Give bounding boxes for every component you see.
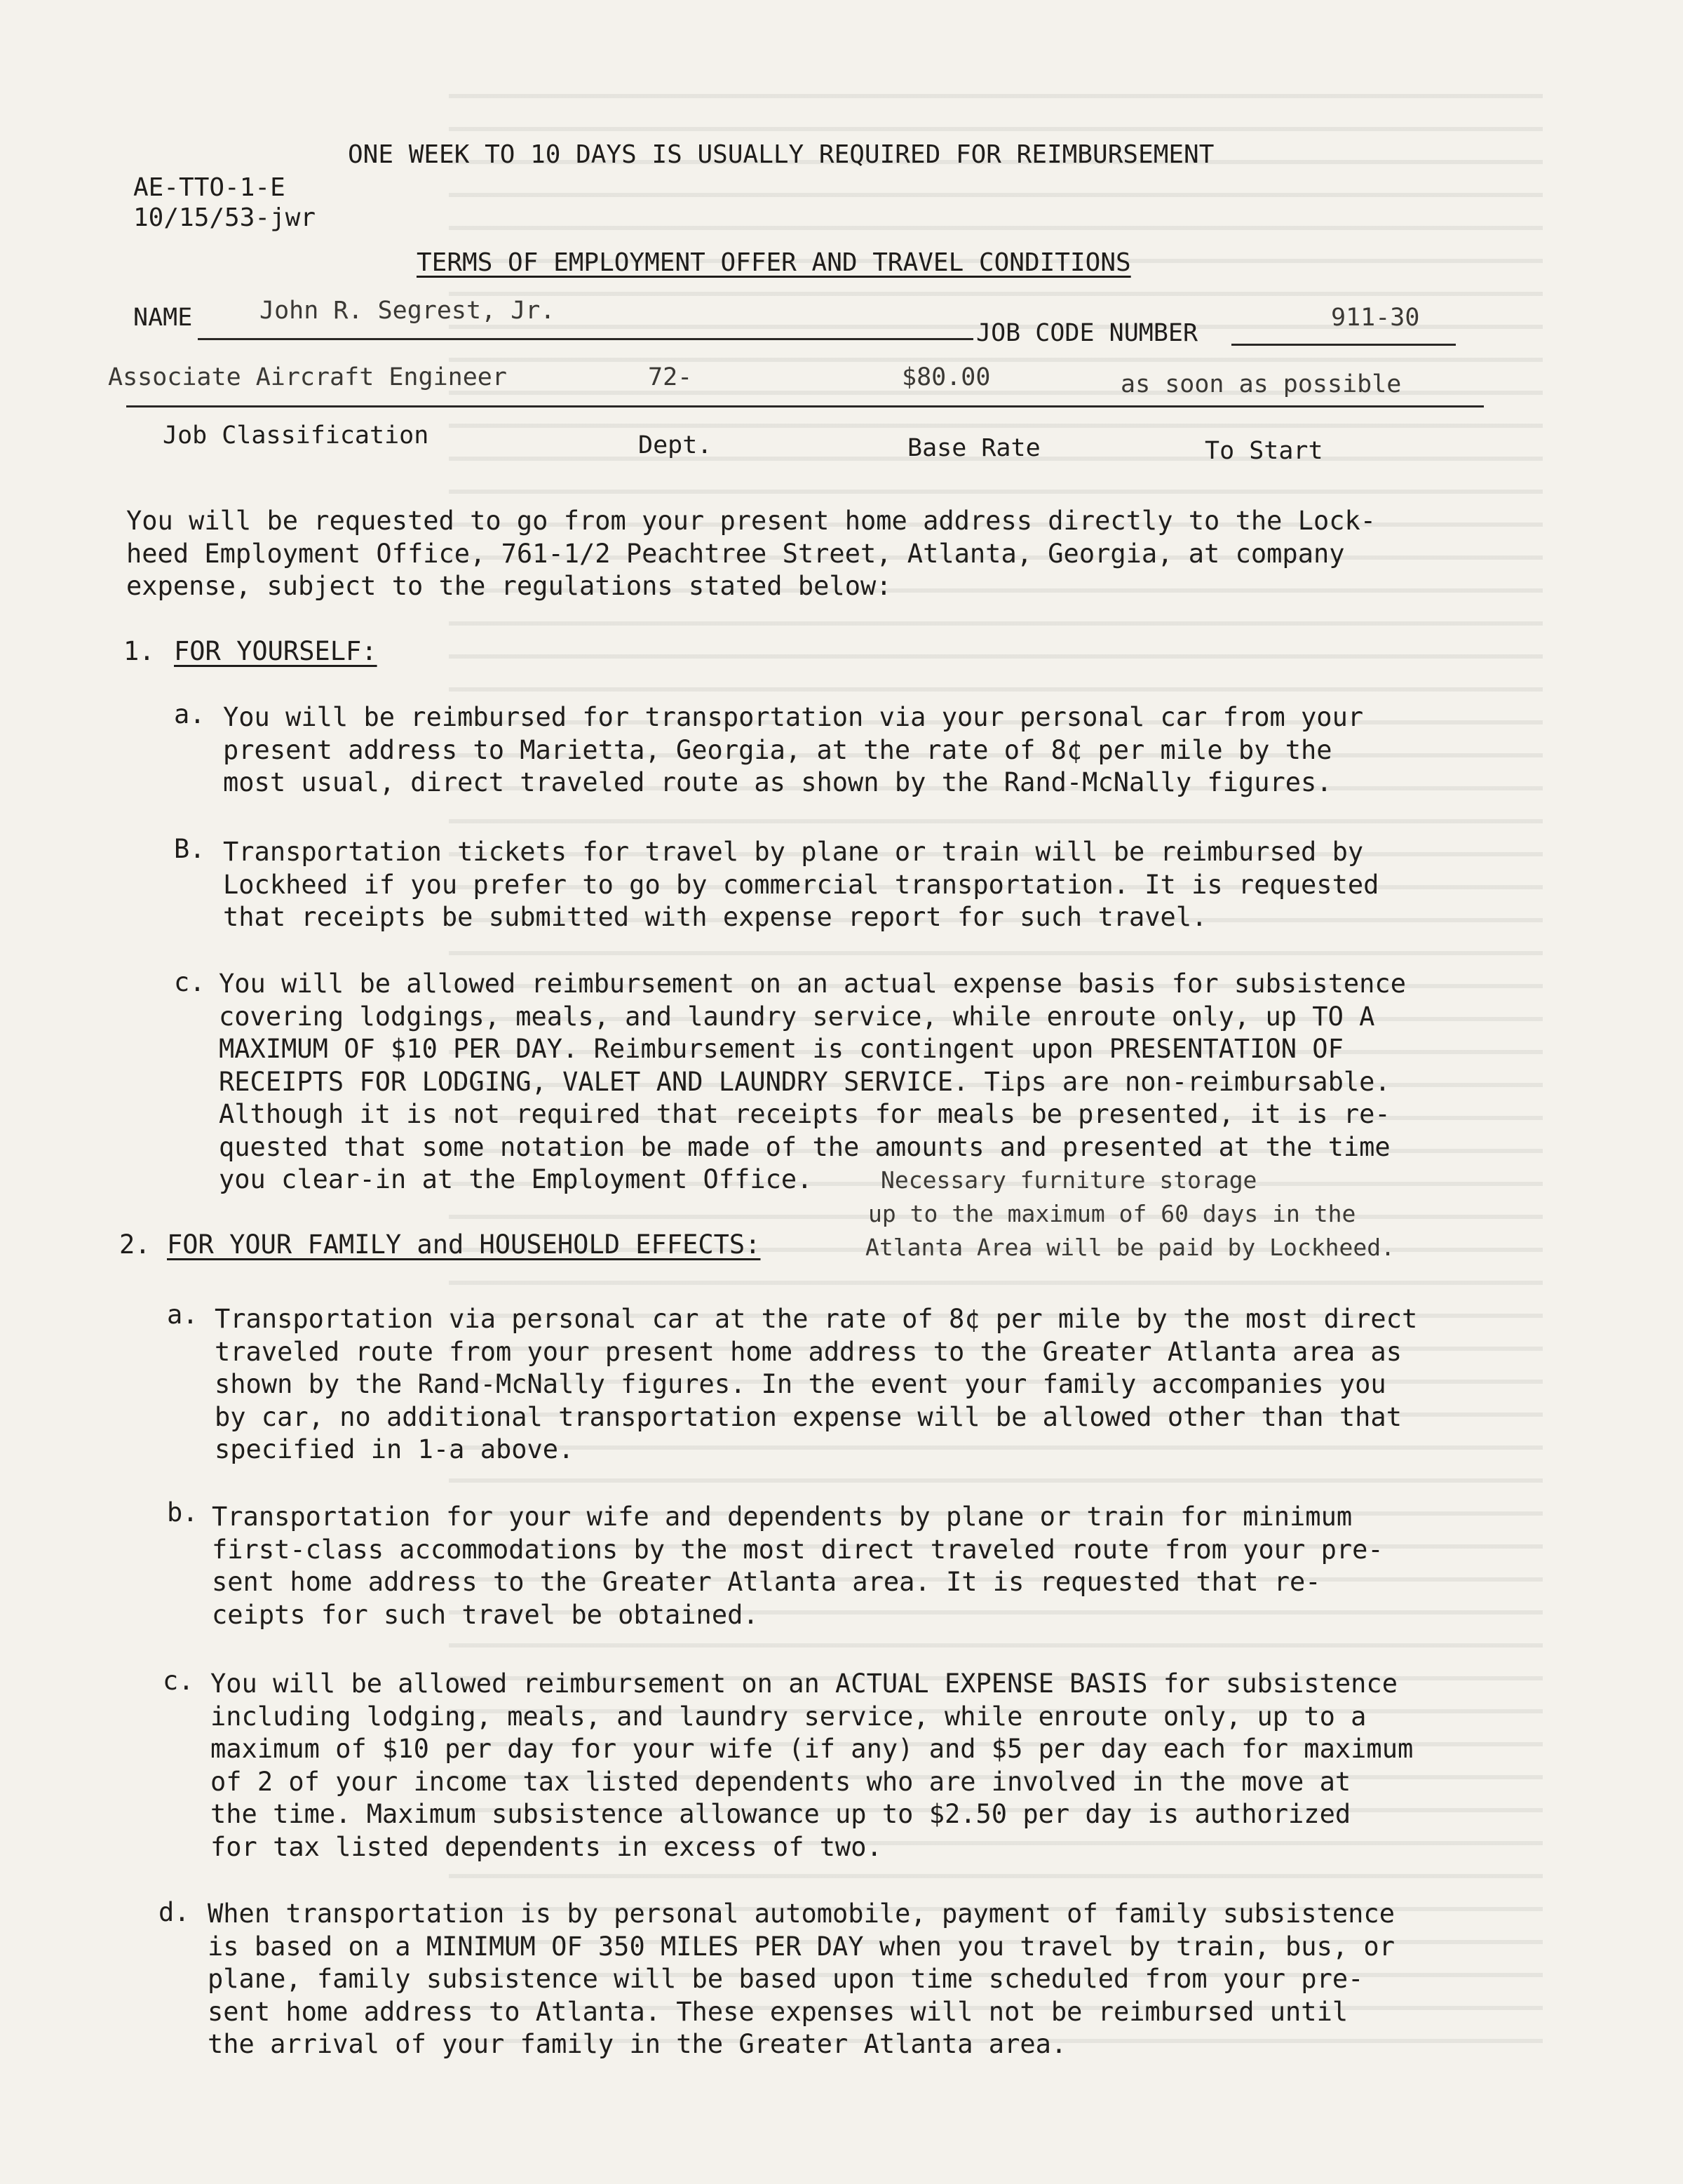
item-1b-line: Lockheed if you prefer to go by commercial transportation. It is requested	[223, 869, 1379, 900]
item-2b-text	[212, 1501, 1384, 1631]
item-1c-line: covering lodgings, meals, and laundry service, while enroute only, up TO A	[219, 1001, 1375, 1032]
item-2b-line: first-class accommodations by the most direct traveled route from your pre-	[212, 1534, 1384, 1565]
item-2b-marker: b.	[167, 1497, 198, 1528]
intro-paragraph	[126, 505, 1376, 603]
intro-line: heed Employment Office, 761-1/2 Peachtree Street, Atlanta, Georgia, at company	[126, 538, 1345, 569]
item-1b-text	[223, 836, 1379, 934]
item-2d-text	[208, 1898, 1395, 2061]
item-2a-line: Transportation via personal car at the rate of 8¢ per mile by the most direct	[215, 1304, 1418, 1334]
item-2b-line: sent home address to the Greater Atlanta area. It is requested that re-	[212, 1567, 1321, 1597]
item-1c-line: Although it is not required that receipts for meals be presented, it is re-	[219, 1099, 1391, 1129]
item-2a-line: traveled route from your present home address to the Greater Atlanta area as	[215, 1336, 1402, 1367]
intro-line: expense, subject to the regulations stated below:	[126, 571, 892, 601]
item-2d-line: sent home address to Atlanta. These expenses will not be reimbursed until	[208, 1996, 1349, 2027]
start-label: To Start	[1205, 437, 1323, 465]
item-2c-line: for tax listed dependents in excess of two.	[210, 1831, 882, 1862]
intro-line: You will be requested to go from your present home address directly to the Lock-	[126, 506, 1377, 536]
storage-note-line: Necessary furniture storage	[881, 1166, 1257, 1194]
job-code-value: 911-30	[1331, 304, 1420, 332]
item-2c-marker: c.	[163, 1666, 194, 1696]
dept-label: Dept.	[638, 431, 712, 459]
item-1b-marker: B.	[174, 834, 205, 864]
storage-note-line: up to the maximum of 60 days in the	[868, 1200, 1356, 1227]
name-value: John R. Segrest, Jr.	[259, 297, 555, 325]
base-rate-label: Base Rate	[907, 434, 1041, 462]
item-2c-line: You will be allowed reimbursement on an ACTUAL EXPENSE BASIS for subsistence	[210, 1669, 1398, 1699]
item-1a-line: You will be reimbursed for transportation via your personal car from your	[223, 702, 1364, 732]
form-date: 10/15/53-jwr	[133, 203, 316, 232]
item-1c-line: you clear-in at the Employment Office.	[219, 1164, 813, 1194]
name-underline	[198, 338, 973, 340]
start-value: as soon as possible	[1121, 370, 1402, 398]
item-2c-line: of 2 of your income tax listed dependents who are involved in the move at	[210, 1766, 1351, 1797]
job-code-underline	[1231, 344, 1456, 346]
item-2b-line: ceipts for such travel be obtained.	[212, 1599, 759, 1630]
reimbursement-notice: ONE WEEK TO 10 DAYS IS USUALLY REQUIRED FOR REIMBURSEMENT	[348, 140, 1215, 169]
item-1c-line: RECEIPTS FOR LODGING, VALET AND LAUNDRY SERVICE. Tips are non-reimbursable.	[219, 1066, 1391, 1097]
item-2c-text	[210, 1668, 1413, 1863]
item-2d-marker: d.	[158, 1897, 190, 1927]
section-2-number: 2.	[119, 1229, 151, 1260]
classification-value: Associate Aircraft Engineer	[108, 363, 507, 391]
item-1a-text	[223, 701, 1363, 800]
item-2c-line: the time. Maximum subsistence allowance up to $2.50 per day is authorized	[210, 1799, 1351, 1829]
item-2a-line: by car, no additional transportation expense will be allowed other than that	[215, 1401, 1402, 1432]
item-2a-line: specified in 1-a above.	[215, 1434, 574, 1464]
item-2a-line: shown by the Rand-McNally figures. In the event your family accompanies you	[215, 1369, 1386, 1399]
item-2a-text	[215, 1303, 1417, 1467]
item-2c-line: including lodging, meals, and laundry service, while enroute only, up to a	[210, 1701, 1367, 1732]
classification-label: Job Classification	[163, 422, 429, 450]
form-code: AE-TTO-1-E	[133, 173, 285, 202]
item-2d-line: is based on a MINIMUM OF 350 MILES PER DAY when you travel by train, bus, or	[208, 1931, 1395, 1962]
item-1c-text	[219, 968, 1406, 1197]
item-1b-line: that receipts be submitted with expense report for such travel.	[223, 902, 1208, 932]
classification-underline	[126, 405, 1484, 407]
item-1c-line: MAXIMUM OF $10 PER DAY. Reimbursement is contingent upon PRESENTATION OF	[219, 1034, 1344, 1064]
item-1c-line: You will be allowed reimbursement on an actual expense basis for subsistence	[219, 969, 1406, 999]
item-1a-line: present address to Marietta, Georgia, at the rate of 8¢ per mile by the	[223, 734, 1332, 765]
section-1-heading: FOR YOURSELF:	[174, 636, 377, 666]
item-2d-line: plane, family subsistence will be based upon time scheduled from your pre-	[208, 1964, 1364, 1994]
item-2d-line: When transportation is by personal automobile, payment of family subsistence	[208, 1899, 1395, 1929]
dept-value: 72-	[648, 363, 693, 391]
item-1a-marker: a.	[174, 699, 205, 729]
item-2d-line: the arrival of your family in the Greater Atlanta area.	[208, 2029, 1067, 2059]
base-rate-value: $80.00	[902, 363, 991, 391]
storage-note-line: Atlanta Area will be paid by Lockheed.	[865, 1234, 1395, 1261]
item-2b-line: Transportation for your wife and dependents by plane or train for minimum	[212, 1502, 1353, 1532]
item-1c-marker: c.	[174, 967, 205, 997]
item-1a-line: most usual, direct traveled route as shown by the Rand-McNally figures.	[223, 767, 1332, 797]
name-label: NAME	[133, 304, 193, 332]
section-1-number: 1.	[123, 636, 155, 666]
item-1b-line: Transportation tickets for travel by plane or train will be reimbursed by	[223, 837, 1364, 867]
job-code-label: JOB CODE NUMBER	[976, 319, 1198, 347]
section-2-heading: FOR YOUR FAMILY and HOUSEHOLD EFFECTS:	[167, 1229, 761, 1260]
document-title: TERMS OF EMPLOYMENT OFFER AND TRAVEL CONDITIONS	[417, 248, 1131, 277]
item-1c-line: quested that some notation be made of the amounts and presented at the time	[219, 1131, 1391, 1162]
item-2c-line: maximum of $10 per day for your wife (if any) and $5 per day each for maximum	[210, 1734, 1414, 1764]
item-2a-marker: a.	[167, 1300, 198, 1330]
